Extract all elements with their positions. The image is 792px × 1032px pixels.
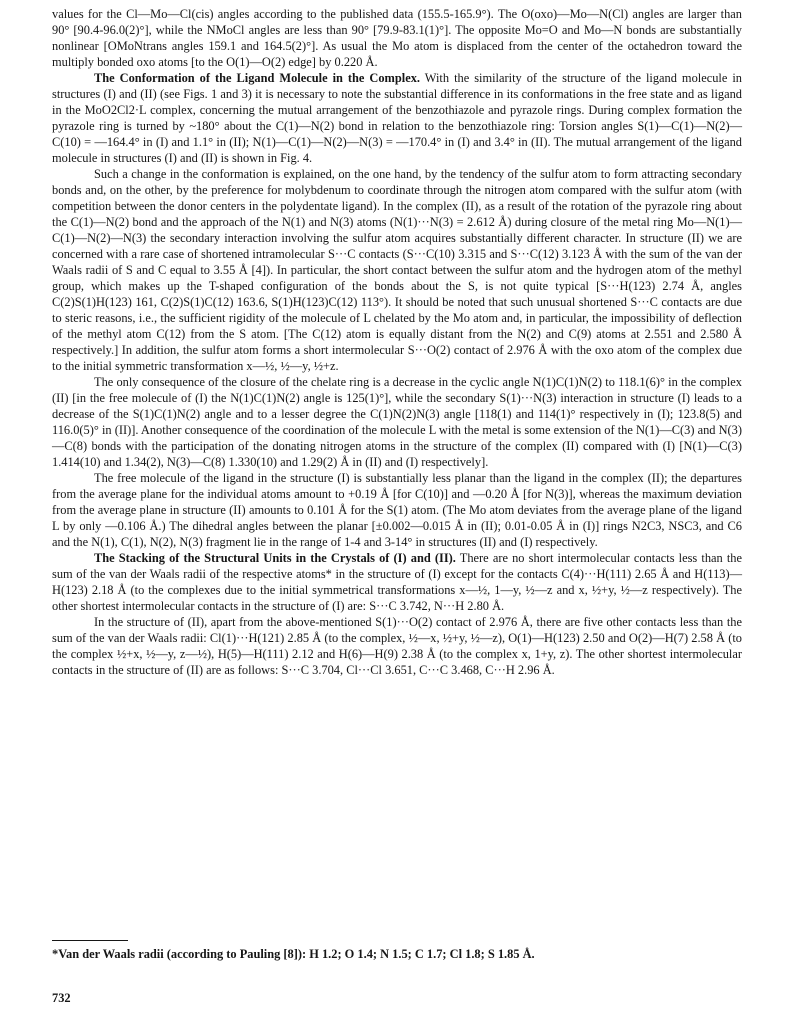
paragraph-1 <box>52 6 742 70</box>
section-heading-conformation: The Conformation of the Ligand Molecule in the Complex. <box>94 71 421 85</box>
paragraph-6 <box>52 550 742 614</box>
paragraph-2 <box>52 70 742 166</box>
paragraph-7-text: In the structure of (II), apart from the above-mentioned S(1)···O(2) contact of 2.976 Å, there are five other contacts less than the sum of the van der Waals radii: Cl(1)···H(121) 2.85 Å (to the complex, ½—x, ½+y, ½—z), O(1)—H(123) 2.50 and O(2)—H(7) 2.58 Å (to the complex ½+x, ½—y, z—½), H(5)—H(111) 2.12 and H(6)—H(9) 2.38 Å (to the complex x, 1+y, z). The other shortest intermolecular contacts in the structure of (II) are as follows: S···C 3.704, Cl···Cl 3.651, C···C 3.468, C···H 2.96 Å. <box>52 615 742 677</box>
paragraph-1-text: values for the Cl—Mo—Cl(cis) angles according to the published data (155.5-165.9°). The O(oxo)—Mo—N(Cl) angles are larger than 90° [90.4-96.0(2)°], while the NMoCl angles are less than 90° [79.9-83.1(1)°]. The opposite Mo=O and Mo—N bonds are substantially nonlinear [OMoNtrans angles 159.1 and 164.5(2)°]. As usual the Mo atom is displaced from the center of the octahedron toward the multiply bonded oxo atoms [to the O(1)—O(2) edge] by 0.220 Å. <box>52 7 742 69</box>
article-body <box>52 6 742 678</box>
paragraph-6-text: There are no short intermolecular contacts less than the sum of the van der Waals radii of the respective atoms* in the structure of (I) except for the contacts C(4)···H(111) 2.65 Å and H(113)—H(123) 2.18 Å (to the complexes due to the initial symmetrical transformations x—½, 1—y, ½—z and x, ½+y, ½—z respectively). The other shortest intermolecular contacts in the structure of (I) are: S···C 3.742, N···H 2.80 Å. <box>52 551 742 613</box>
paragraph-2-text: With the similarity of the structure of the ligand molecule in structures (I) and (II) (see Figs. 1 and 3) it is necessary to note the substantial difference in its conformations in the free state and as ligand in the MoO2Cl2·L complex, concerning the mutual arrangement of the benzothiazole and pyrazole rings. During complex formation the pyrazole ring is turned by ~180° about the C(1)—N(2) bond in relation to the benzothiazole ring: Torsion angles S(1)—C(1)—N(2)—C(10) = —164.4° in (I) and 1.1° in (II); N(1)—C(1)—N(2)—N(3) = —170.4° in (I) and 3.4° in (II). The mutual arrangement of the ligand molecule in structures (I) and (II) is shown in Fig. 4. <box>52 71 742 165</box>
page-number: 732 <box>52 991 71 1005</box>
footnote-rule <box>52 940 128 941</box>
paragraph-4 <box>52 374 742 470</box>
footnote: *Van der Waals radii (according to Pauling [8]): H 1.2; O 1.4; N 1.5; C 1.7; Cl 1.8; S 1.85 Å. <box>52 947 535 961</box>
section-heading-stacking: The Stacking of the Structural Units in the Crystals of (I) and (II). <box>94 551 456 565</box>
paragraph-4-text: The only consequence of the closure of the chelate ring is a decrease in the cyclic angle N(1)C(1)N(2) to 118.1(6)° in the complex (II) [in the free molecule of (I) the N(1)C(1)N(2) angle is 125(1)°], while the secondary S(1)···N(3) interaction in structure (I) leads to a decrease of the S(1)C(1)N(2) angle and to a lesser degree the C(1)N(2)N(3) angle [118(1) and 114(1)° respectively in (I); 123.8(5) and 116.0(5)° in (II)]. Another consequence of the coordination of the molecule L with the metal is some extension of the N(1)—C(3) and N(3)—C(8) bonds with the participation of the donating nitrogen atoms in the structure of the complex (II) compared with (I) [N(1)—C(3) 1.414(10) and 1.34(2), N(3)—C(8) 1.330(10) and 1.29(2) Å in (II) and (I) respectively]. <box>52 375 742 469</box>
paragraph-3-text: Such a change in the conformation is explained, on the one hand, by the tendency of the sulfur atom to form attracting secondary bonds and, on the other, by the preference for molybdenum to coordinate through the nitrogen atom compared with the sulfur atom (with competition between the donor centers in the polydentate ligand). In the complex (II), as a result of the rotation of the pyrazole ring about the C(1)—N(2) bond and the approach of the N(1) and N(3) atoms (N(1)···N(3) = 2.612 Å) during closure of the metal ring Mo—N(1)—C(1)—N(2)—N(3) the secondary interaction involving the sulfur atom acquires substantially different character. In structure (II) we are concerned with a rare case of shortened intramolecular S···C contacts (S···C(10) 3.315 and S···C(12) 3.123 Å with the sum of the van der Waals radii of S and C equal to 3.55 Å [4]). In particular, the short contact between the sulfur atom and the hydrogen atom of the methyl group, which makes up the T-shaped configuration of the bonds about the S, is not quite typical [S···H(123) 2.74 Å, angles C(2)S(1)H(123) 161, C(2)S(1)C(12) 163.6, S(1)H(123)C(12) 113°). It should be noted that such unusual shortened S···C contacts are due to steric reasons, i.e., the sufficient rigidity of the molecule of L chelated by the Mo atom and, in particular, the impossibility of deflection of the methyl atom C(12) from the S atom. [The C(12) atom is equally distant from the N(2) and C(9) atoms at 2.551 and 2.580 Å respectively.] In addition, the sulfur atom forms a short intermolecular S···O(2) contact of 2.976 Å with the oxo atom of the complex due to the initial symmetric transformation x—½, ½—y, ½+z. <box>52 167 742 373</box>
paragraph-5-text: The free molecule of the ligand in the structure (I) is substantially less planar than the ligand in the complex (II); the departures from the average plane for the individual atoms amount to +0.19 Å [for C(10)] and —0.20 Å [for N(3)], whereas the maximum deviation from the average plane in structure (II) amounts to 0.101 Å for the S(1) atom. (The Mo atom deviates from the average plane of the ligand L by only —0.106 Å.) The dihedral angles between the planar [±0.002—0.015 Å in (II); 0.01-0.05 Å in (I)] rings N2C3, NSC3, and C6 and the N(1), C(1), N(2), N(3) fragment lie in the range of 1-4 and 3-14° in structures (II) and (I) respectively. <box>52 471 742 549</box>
paragraph-3 <box>52 166 742 374</box>
paragraph-5 <box>52 470 742 550</box>
paragraph-7 <box>52 614 742 678</box>
